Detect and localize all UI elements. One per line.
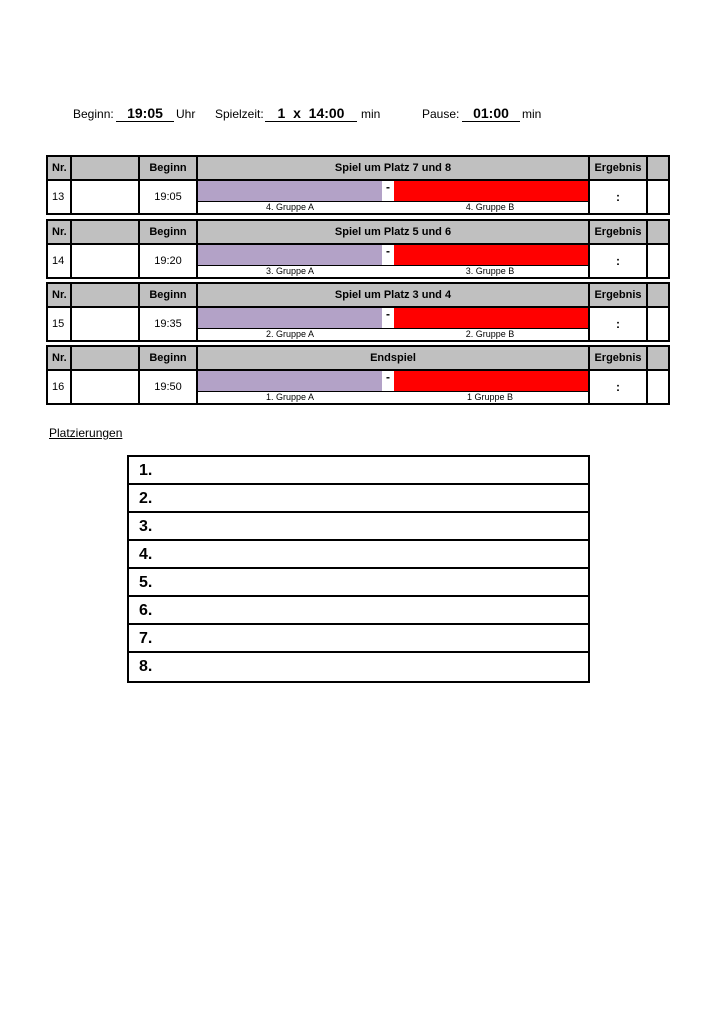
result-separator: : [616, 380, 620, 394]
game-block-16 [46, 345, 670, 405]
nr-header: Nr. [48, 284, 72, 306]
extra-header [648, 157, 668, 179]
game-block-15 [46, 282, 670, 342]
beginn-header: Beginn [140, 157, 198, 179]
ergebnis-header: Ergebnis [590, 157, 648, 179]
pause-unit: min [522, 107, 542, 121]
team-a-label: 3. Gruppe A [265, 266, 315, 276]
blank-cell [72, 371, 140, 403]
beginn-header: Beginn [140, 221, 198, 243]
team-b-bar [394, 245, 588, 265]
placement-row[interactable]: 1. [129, 457, 588, 485]
placements-table [127, 455, 590, 683]
result-cell[interactable] [590, 371, 648, 403]
game-title: Spiel um Platz 5 und 6 [198, 221, 590, 243]
game-start-time: 19:20 [140, 245, 198, 277]
result-cell[interactable] [590, 245, 648, 277]
matchup [198, 308, 590, 340]
versus-dash: - [382, 371, 394, 391]
game-data-row [48, 181, 668, 213]
matchup [198, 181, 590, 213]
blank-cell [72, 181, 140, 213]
game-data-row [48, 245, 668, 277]
placement-row[interactable]: 6. [129, 597, 588, 625]
extra-header [648, 221, 668, 243]
game-header-row [48, 157, 668, 181]
pause-label: Pause: [422, 107, 460, 121]
nr-header: Nr. [48, 347, 72, 369]
extra-header [648, 347, 668, 369]
pause-value: 01:00 [462, 105, 520, 122]
game-start-time: 19:50 [140, 371, 198, 403]
team-b-label: 3. Gruppe B [465, 266, 515, 276]
beginn-header: Beginn [140, 284, 198, 306]
result-separator: : [616, 190, 620, 204]
game-title: Spiel um Platz 3 und 4 [198, 284, 590, 306]
nr-header: Nr. [48, 157, 72, 179]
game-header-row [48, 347, 668, 371]
game-block-14 [46, 219, 670, 279]
team-a-bar [198, 181, 382, 201]
versus-dash: - [382, 181, 394, 201]
spielzeit-label: Spielzeit: [215, 107, 264, 121]
uhr-label: Uhr [176, 107, 196, 121]
game-start-time: 19:35 [140, 308, 198, 340]
team-a-bar [198, 371, 382, 391]
matchup [198, 245, 590, 277]
game-title: Spiel um Platz 7 und 8 [198, 157, 590, 179]
team-b-label: 4. Gruppe B [465, 202, 515, 212]
game-data-row [48, 371, 668, 403]
versus-dash: - [382, 308, 394, 328]
game-number: 16 [48, 371, 72, 403]
game-header-row [48, 284, 668, 308]
matchup [198, 371, 590, 403]
beginn-value: 19:05 [116, 105, 174, 122]
game-start-time: 19:05 [140, 181, 198, 213]
spielzeit-value: 1 x 14:00 [265, 105, 357, 122]
game-data-row [48, 308, 668, 340]
team-b-bar [394, 181, 588, 201]
placement-row[interactable]: 4. [129, 541, 588, 569]
blank-header [72, 221, 140, 243]
ergebnis-header: Ergebnis [590, 284, 648, 306]
team-b-label: 2. Gruppe B [465, 329, 515, 339]
placements-title: Platzierungen [49, 426, 123, 440]
blank-header [72, 347, 140, 369]
blank-cell [72, 245, 140, 277]
team-b-label: 1 Gruppe B [466, 392, 514, 402]
game-number: 13 [48, 181, 72, 213]
game-title: Endspiel [198, 347, 590, 369]
result-separator: : [616, 317, 620, 331]
blank-header [72, 157, 140, 179]
result-separator: : [616, 254, 620, 268]
extra-header [648, 284, 668, 306]
result-cell[interactable] [590, 181, 648, 213]
team-b-bar [394, 308, 588, 328]
ergebnis-header: Ergebnis [590, 221, 648, 243]
team-a-label: 4. Gruppe A [265, 202, 315, 212]
blank-cell [72, 308, 140, 340]
blank-header [72, 284, 140, 306]
team-a-label: 1. Gruppe A [265, 392, 315, 402]
versus-dash: - [382, 245, 394, 265]
team-b-bar [394, 371, 588, 391]
spielzeit-unit: min [361, 107, 381, 121]
game-header-row [48, 221, 668, 245]
game-number: 14 [48, 245, 72, 277]
ergebnis-header: Ergebnis [590, 347, 648, 369]
placement-row[interactable]: 2. [129, 485, 588, 513]
placement-row[interactable]: 3. [129, 513, 588, 541]
extra-cell [648, 181, 668, 213]
game-block-13 [46, 155, 670, 215]
placement-row[interactable]: 5. [129, 569, 588, 597]
nr-header: Nr. [48, 221, 72, 243]
extra-cell [648, 308, 668, 340]
team-a-bar [198, 308, 382, 328]
beginn-label: Beginn: [73, 107, 114, 121]
game-number: 15 [48, 308, 72, 340]
beginn-header: Beginn [140, 347, 198, 369]
team-a-label: 2. Gruppe A [265, 329, 315, 339]
placement-row[interactable]: 7. [129, 625, 588, 653]
team-a-bar [198, 245, 382, 265]
placement-row[interactable]: 8. [139, 658, 153, 675]
result-cell[interactable] [590, 308, 648, 340]
extra-cell [648, 245, 668, 277]
extra-cell [648, 371, 668, 403]
